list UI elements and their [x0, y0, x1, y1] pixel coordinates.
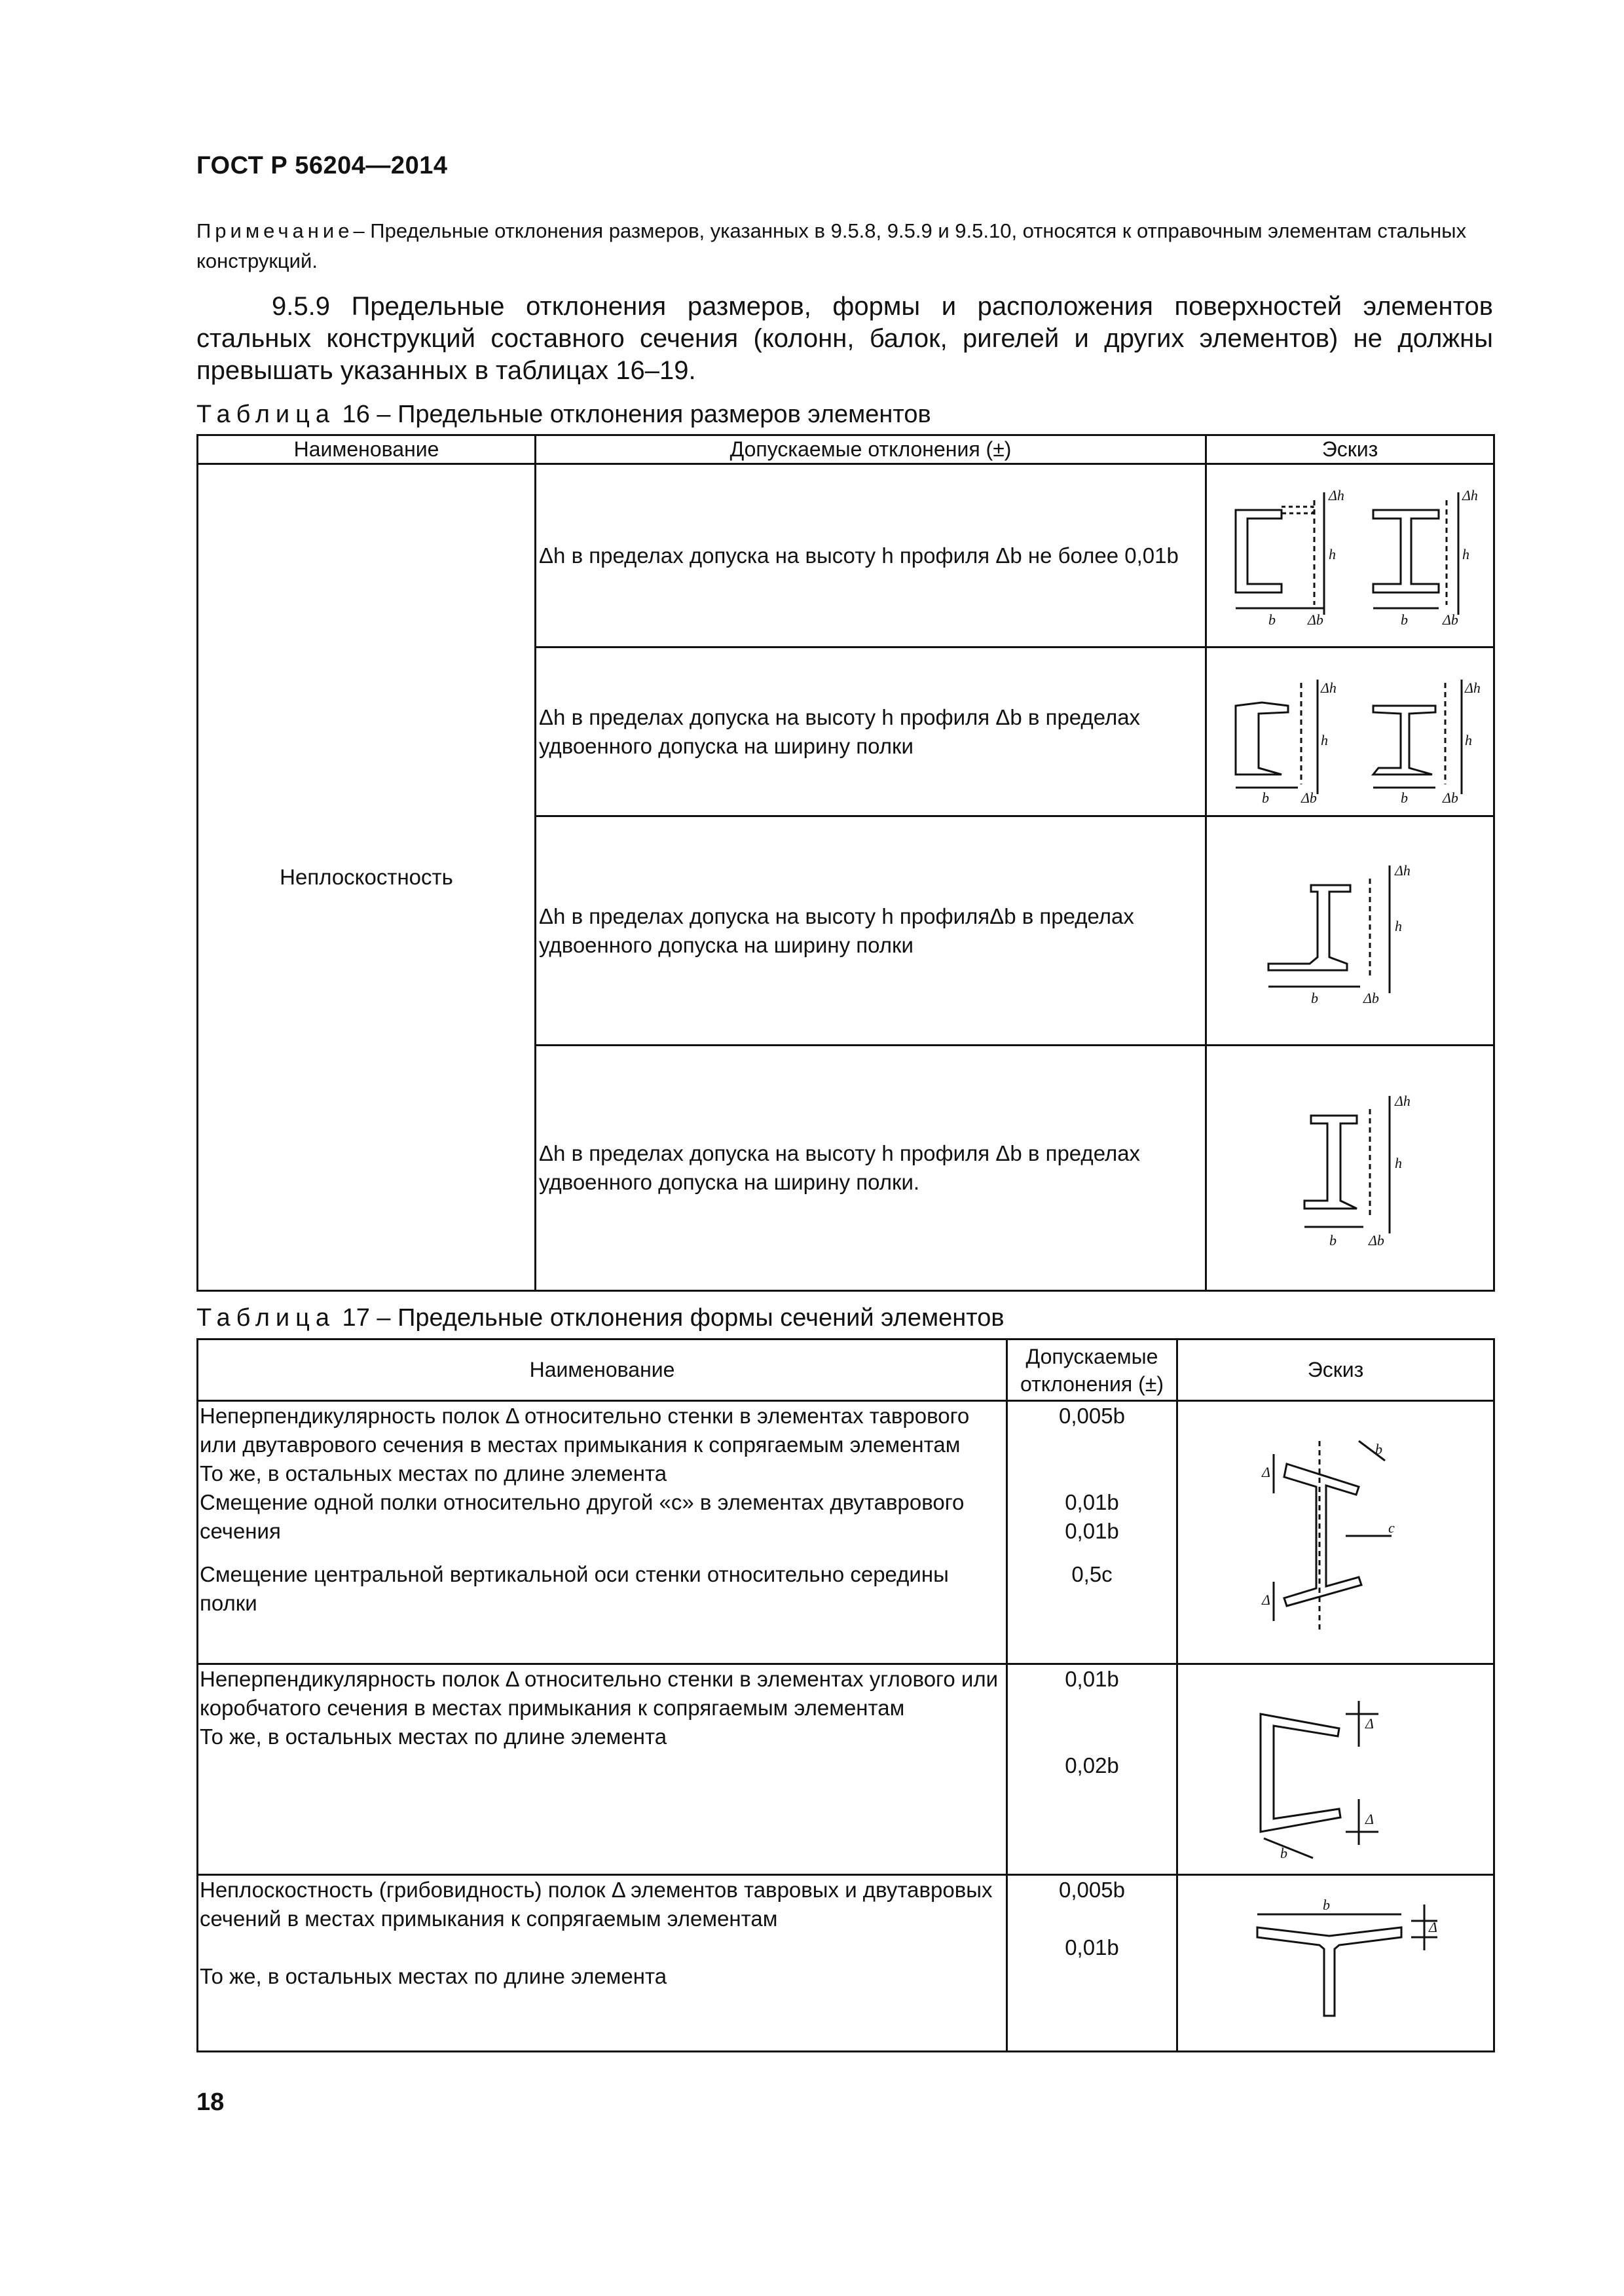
label-dh2: Δh [1464, 679, 1481, 696]
t16-header-name: Наименование [198, 435, 536, 464]
label-b: b [1310, 989, 1318, 1006]
label-b: b [1261, 789, 1269, 806]
label-b: b [1280, 1844, 1287, 1861]
label-db: Δb [1363, 989, 1379, 1006]
table17-caption-lead: Таблица [196, 1304, 335, 1332]
t17-g1-item3-name: Смещение одной полки относительно другой «с» в элементах двутаврового сечения [200, 1490, 965, 1543]
t16-header-sketch: Эскиз [1206, 435, 1494, 464]
label-dh: Δh [1320, 679, 1337, 696]
label-dh: Δh [1394, 1093, 1411, 1109]
label-delta2: Δ [1365, 1810, 1374, 1827]
t16-row4-text: Δh в пределах допуска на высоту h профиля Δb в пределах удвоенного допуска на ширину полки. [536, 1046, 1206, 1291]
t16-header-deviation: Допускаемые отклонения (±) [536, 435, 1206, 464]
t16-row1-sketch [1206, 464, 1494, 647]
t17-g1-item4-value: 0,5c [1071, 1562, 1113, 1586]
label-b2: b [1400, 611, 1408, 628]
t17-header-name: Наименование [198, 1339, 1007, 1401]
label-db: Δb [1307, 611, 1323, 628]
t17-g2-item1-name: Неперпендикулярность полок Δ относительно стенки в элементах углового или коробчатого сечения в местах примыкания к сопрягаемым элементам [200, 1667, 999, 1720]
label-h2: h [1462, 545, 1469, 562]
t16-row2-text: Δh в пределах допуска на высоту h профиля Δb в пределах удвоенного допуска на ширину полки [536, 647, 1206, 816]
label-h: h [1328, 545, 1336, 562]
note-lead: Примечание [196, 219, 354, 242]
t17-g1-item3-value: 0,01b [1065, 1519, 1119, 1543]
label-db: Δb [1368, 1232, 1384, 1248]
label-h: h [1394, 917, 1402, 934]
label-b: b [1322, 1896, 1330, 1913]
label-db2: Δb [1442, 611, 1458, 628]
t17-group-1 [198, 1401, 1494, 1664]
label-b2: b [1400, 789, 1408, 806]
label-db2: Δb [1442, 789, 1458, 806]
skewed-ibeam-sketch-icon [1228, 1415, 1444, 1650]
label-h: h [1394, 1155, 1402, 1171]
table-17 [196, 1338, 1495, 2052]
t16-row2-sketch [1206, 647, 1494, 816]
label-delta: Δ [1428, 1918, 1437, 1935]
t17-g1-item1-value: 0,005b [1059, 1404, 1125, 1428]
t17-group-3 [198, 1875, 1494, 2052]
label-delta: Δ [1365, 1715, 1374, 1732]
t17-header-sketch: Эскиз [1177, 1339, 1494, 1401]
t17-g2-names [198, 1664, 1007, 1875]
t16-row3-text: Δh в пределах допуска на высоту h профиляΔb в пределах удвоенного допуска на ширину полки [536, 816, 1206, 1046]
t17-g2-item2-name: То же, в остальных местах по длине элемента [200, 1724, 667, 1749]
t17-group-2 [198, 1664, 1494, 1875]
t17-g2-sketch [1177, 1664, 1494, 1875]
t17-g3-item1-name: Неплоскостность (грибовидность) полок Δ элементов тавровых и двутавровых сечений в местах примыкания к сопрягаемым элементам [200, 1878, 993, 1931]
clause-9-5-9: 9.5.9 Предельные отклонения размеров, формы и расположения поверхностей элементов стальных конструкций составного сечения (колонн, балок, ригелей и других элементов) не должны превышать указанных в таблицах 16–19. [196, 292, 1493, 385]
t17-g1-item4-name: Смещение центральной вертикальной оси стенки относительно середины полки [200, 1562, 949, 1615]
label-h2: h [1464, 731, 1472, 748]
t17-g1-names [198, 1401, 1007, 1664]
t17-g1-sketch [1177, 1401, 1494, 1664]
channel-ibeam-sketch-icon [1209, 474, 1491, 638]
label-dh: Δh [1328, 486, 1344, 503]
ibeam-section-sketch-icon [1239, 1070, 1462, 1266]
label-db: Δb [1301, 789, 1317, 806]
channel-skew-sketch-icon [1228, 1675, 1444, 1865]
label-b: b [1268, 611, 1276, 628]
table17-caption [196, 1304, 1005, 1332]
table16-caption-lead: Таблица [196, 401, 335, 428]
page-number: 18 [196, 2088, 225, 2116]
label-b: b [1329, 1232, 1337, 1248]
tee-section-sketch-icon [1232, 839, 1468, 1023]
mushroom-tee-sketch-icon [1218, 1885, 1454, 2042]
table16-caption-text: 16 – Предельные отклонения размеров элементов [335, 401, 931, 428]
t17-g3-item1-value: 0,005b [1059, 1878, 1125, 1902]
t16-row1-text: Δh в пределах допуска на высоту h профиля Δb не более 0,01b [536, 464, 1206, 647]
note-paragraph [196, 216, 1493, 276]
t17-g3-values [1007, 1875, 1177, 2052]
t17-g3-item2-value: 0,01b [1065, 1935, 1119, 1959]
t17-g2-values [1007, 1664, 1177, 1875]
t17-g3-item2-name: То же, в остальных местах по длине элемента [200, 1964, 667, 1988]
table17-caption-text: 17 – Предельные отклонения формы сечений элементов [335, 1304, 1005, 1332]
t17-g2-item2-value: 0,02b [1065, 1753, 1119, 1777]
t17-g1-item1-name: Неперпендикулярность полок Δ относительно стенки в элементах таврового или двутаврового сечения в местах примыкания к сопрягаемым элементам [200, 1404, 970, 1457]
t16-row4-sketch [1206, 1046, 1494, 1291]
label-b: b [1375, 1440, 1382, 1457]
t16-name-text: Неплоскостность [280, 865, 453, 889]
tapered-profile-sketch-icon [1209, 653, 1491, 811]
table16-caption [196, 401, 931, 429]
label-dh2: Δh [1462, 486, 1478, 503]
label-c: c [1388, 1519, 1395, 1536]
t17-g2-item1-value: 0,01b [1065, 1667, 1119, 1691]
t17-g1-item2-name: То же, в остальных местах по длине элемента [200, 1461, 667, 1485]
label-dh: Δh [1394, 862, 1411, 879]
t17-g3-sketch [1177, 1875, 1494, 2052]
t16-name-cell [198, 464, 536, 1291]
t16-row3-sketch [1206, 816, 1494, 1046]
t17-g1-item2-value: 0,01b [1065, 1490, 1119, 1514]
note-text: – Предельные отклонения размеров, указанных в 9.5.8, 9.5.9 и 9.5.10, относятся к отправочным элементам стальных конструкций. [196, 219, 1467, 272]
label-delta: Δ [1261, 1463, 1270, 1480]
t17-g1-values [1007, 1401, 1177, 1664]
label-delta2: Δ [1261, 1591, 1270, 1608]
label-h: h [1320, 731, 1328, 748]
table-16 [196, 434, 1495, 1292]
t17-g3-names [198, 1875, 1007, 2052]
t17-header-deviation: Допускаемые отклонения (±) [1007, 1339, 1177, 1401]
document-header: ГОСТ Р 56204—2014 [196, 152, 448, 179]
